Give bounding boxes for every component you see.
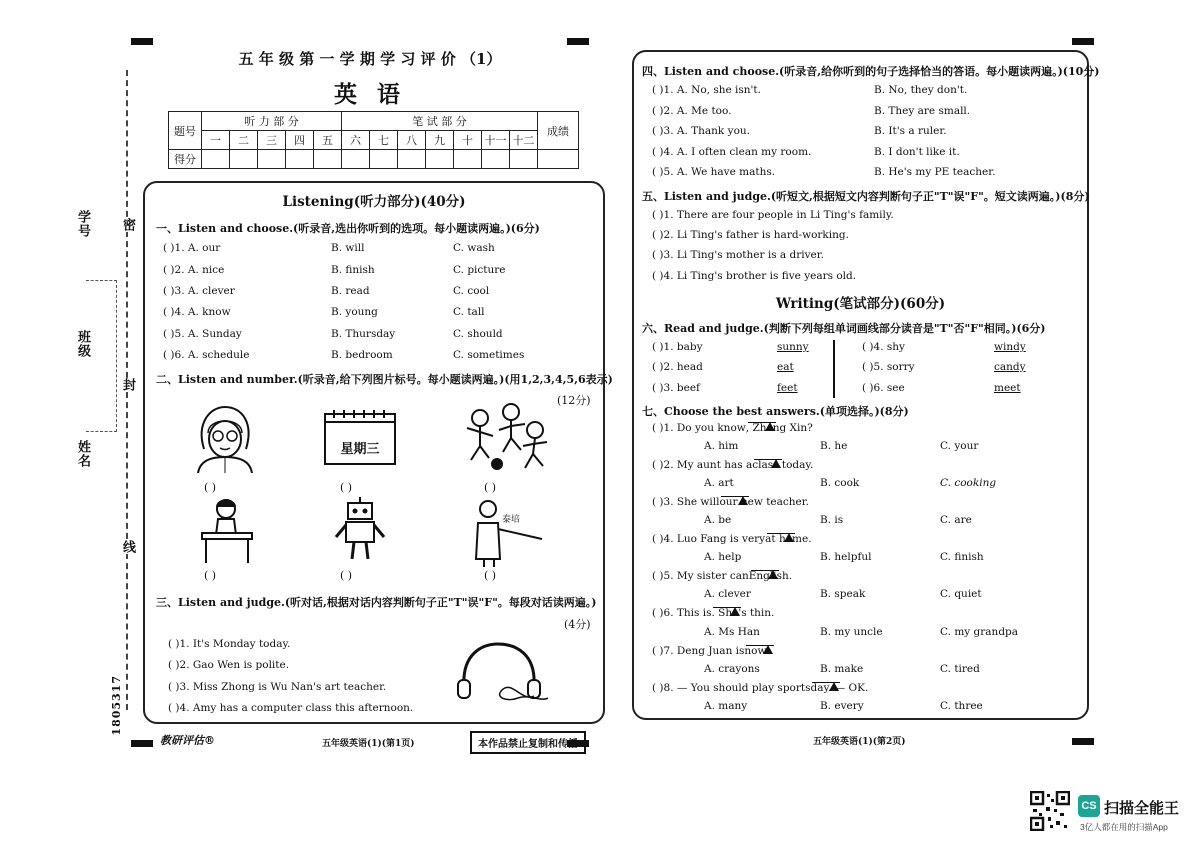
section-3-score: (4分) (564, 618, 591, 631)
exam-title: 五 年 级 第 一 学 期 学 习 评 价 （1） (238, 50, 502, 68)
binding-label-student-id: 学号 (75, 210, 90, 238)
registration-mark (1072, 738, 1094, 745)
triangle-icon (730, 607, 740, 616)
s7-question: ( )4. Luo Fang is very at home. (652, 533, 812, 545)
score-table-col: 六 (342, 131, 370, 150)
score-table-col: 十一 (482, 131, 510, 150)
score-table-writing-header: 笔 试 部 分 (342, 112, 538, 131)
answer-blank[interactable] (751, 570, 779, 571)
triangle-icon (829, 682, 839, 691)
score-cell[interactable] (454, 150, 482, 169)
score-cell[interactable] (510, 150, 538, 169)
answer-blank[interactable] (748, 422, 776, 423)
s7-question: ( )6. This is . She's thin. (652, 607, 775, 619)
s5-row: ( )3. Li Ting's mother is a driver. (652, 249, 824, 261)
s3-row: ( )3. Miss Zhong is Wu Nan's art teacher. (168, 681, 387, 693)
score-table-col: 四 (286, 131, 314, 150)
score-cell[interactable] (286, 150, 314, 169)
score-cell-total[interactable] (538, 150, 579, 169)
registration-mark (131, 38, 153, 45)
s3-row: ( )4. Amy has a computer class this afternoon. (168, 702, 414, 714)
section-2-title: 二、Listen and number.(听录音,给下列图片标号。每小题读两遍。)(用1,2,3,4,5,6表示) (156, 373, 613, 386)
column-divider (833, 340, 835, 398)
score-cell[interactable] (342, 150, 370, 169)
score-table-col: 二 (230, 131, 258, 150)
triangle-icon (763, 645, 773, 654)
score-table-label-number: 题号 (169, 112, 202, 150)
section-1-title: 一、Listen and choose.(听录音,选出你听到的选项。每小题读两遍。)(6分) (156, 222, 540, 235)
seal-mark-feng: 封 (120, 378, 135, 392)
section-3-title: 三、Listen and judge.(听对话,根据对话内容判断句子正"T"误"F"。每段对话读两遍。) (156, 596, 597, 609)
girl-at-desk-picture (196, 495, 260, 565)
score-cell[interactable] (398, 150, 426, 169)
score-table-listening-header: 听 力 部 分 (202, 112, 342, 131)
section-6-title: 六、Read and judge.(判断下列每组单词画线部分读音是"T"否"F"相同。)(6分) (642, 322, 1046, 335)
answer-blank[interactable] (754, 459, 782, 460)
picture-bracket[interactable]: ( ) (340, 481, 353, 494)
s7-question: ( )8. — You should play sports day. — OK. (652, 682, 869, 694)
picture-bracket[interactable]: ( ) (484, 569, 497, 582)
score-table-label-score: 得分 (169, 150, 202, 169)
listening-heading: Listening(听力部分)(40分) (282, 194, 466, 210)
score-table-col: 五 (314, 131, 342, 150)
score-table (168, 111, 579, 169)
camscanner-logo-icon: CS (1078, 795, 1100, 817)
publisher-brand: 教研评估® (160, 734, 215, 747)
score-cell[interactable] (314, 150, 342, 169)
paper-code: 1805317 (110, 675, 123, 736)
s3-row: ( )1. It's Monday today. (168, 638, 291, 650)
children-playing-picture (455, 402, 555, 474)
s5-row: ( )1. There are four people in Li Ting's family. (652, 209, 894, 221)
binding-box (86, 280, 117, 432)
triangle-icon (765, 422, 775, 431)
s7-question: ( )3. She will our new teacher. (652, 496, 809, 508)
score-cell[interactable] (230, 150, 258, 169)
score-table-col: 七 (370, 131, 398, 150)
seal-mark-xian: 线 (120, 540, 135, 554)
picture-bracket[interactable]: ( ) (340, 569, 353, 582)
triangle-icon (768, 570, 778, 579)
teacher-picture (470, 495, 550, 567)
section-7-title: 七、Choose the best answers.(单项选择。)(8分) (642, 405, 909, 418)
headphones-picture (452, 640, 552, 702)
s5-row: ( )2. Li Ting's father is hard-working. (652, 229, 849, 241)
score-table-col: 九 (426, 131, 454, 150)
section-5-title: 五、Listen and judge.(听短文,根据短文内容判断句子正"T"误"F"。短文读两遍。)(8分) (642, 190, 1090, 203)
s7-question: ( )2. My aunt has a class today. (652, 459, 814, 471)
scanner-tagline: 3亿人都在用的扫描App (1080, 822, 1168, 832)
answer-blank[interactable] (721, 496, 749, 497)
s3-row: ( )2. Gao Wen is polite. (168, 659, 290, 671)
registration-mark (567, 38, 589, 45)
board-text: 泰培 (502, 515, 521, 525)
triangle-icon (738, 496, 748, 505)
picture-bracket[interactable]: ( ) (204, 569, 217, 582)
picture-bracket[interactable]: ( ) (484, 481, 497, 494)
score-cell[interactable] (258, 150, 286, 169)
page-2-footer: 五年级英语(1)(第2页) (813, 737, 906, 747)
answer-blank[interactable] (767, 533, 795, 534)
score-table-col: 八 (398, 131, 426, 150)
s5-row: ( )4. Li Ting's brother is five years old. (652, 270, 857, 282)
answer-blank[interactable] (746, 645, 774, 646)
s7-question: ( )1. Do you know , Zheng Xin? (652, 422, 813, 434)
section-4-title: 四、Listen and choose.(听录音,给你听到的句子选择恰当的答语。每小题读两遍。)(10分) (642, 65, 1100, 78)
page-1-footer: 五年级英语(1)(第1页) (322, 739, 415, 749)
score-cell[interactable] (202, 150, 230, 169)
grandma-picture (190, 403, 260, 473)
score-cell[interactable] (426, 150, 454, 169)
registration-mark (131, 740, 153, 747)
answer-blank[interactable] (713, 607, 741, 608)
binding-label-class: 班级 (75, 330, 90, 358)
score-cell[interactable] (370, 150, 398, 169)
s7-question: ( )7. Deng Juan is now. (652, 645, 769, 657)
score-table-col: 三 (258, 131, 286, 150)
s7-question: ( )5. My sister can English. (652, 570, 793, 582)
score-table-col: 十二 (510, 131, 538, 150)
scanner-app-name: 扫描全能王 (1104, 800, 1180, 817)
answer-blank[interactable] (812, 682, 840, 683)
registration-mark (1072, 38, 1094, 45)
copyright-notice: 本作品禁止复制和传播 (470, 731, 586, 754)
seal-mark-mi: 密 (120, 218, 135, 232)
calendar-picture (322, 408, 398, 466)
picture-bracket[interactable]: ( ) (204, 481, 217, 494)
triangle-icon (784, 533, 794, 542)
subject-title: 英 语 (333, 81, 406, 108)
score-table-col: 十 (454, 131, 482, 150)
qr-code-icon (1030, 791, 1070, 831)
score-cell[interactable] (482, 150, 510, 169)
score-table-col: 一 (202, 131, 230, 150)
binding-label-name: 姓名 (75, 440, 90, 468)
score-table-total-label: 成绩 (538, 112, 579, 150)
writing-heading: Writing(笔试部分)(60分) (775, 296, 946, 312)
robot-picture (330, 495, 390, 565)
calendar-text: 星期三 (340, 442, 380, 457)
triangle-icon (771, 459, 781, 468)
section-2-score: (12分) (557, 394, 591, 407)
